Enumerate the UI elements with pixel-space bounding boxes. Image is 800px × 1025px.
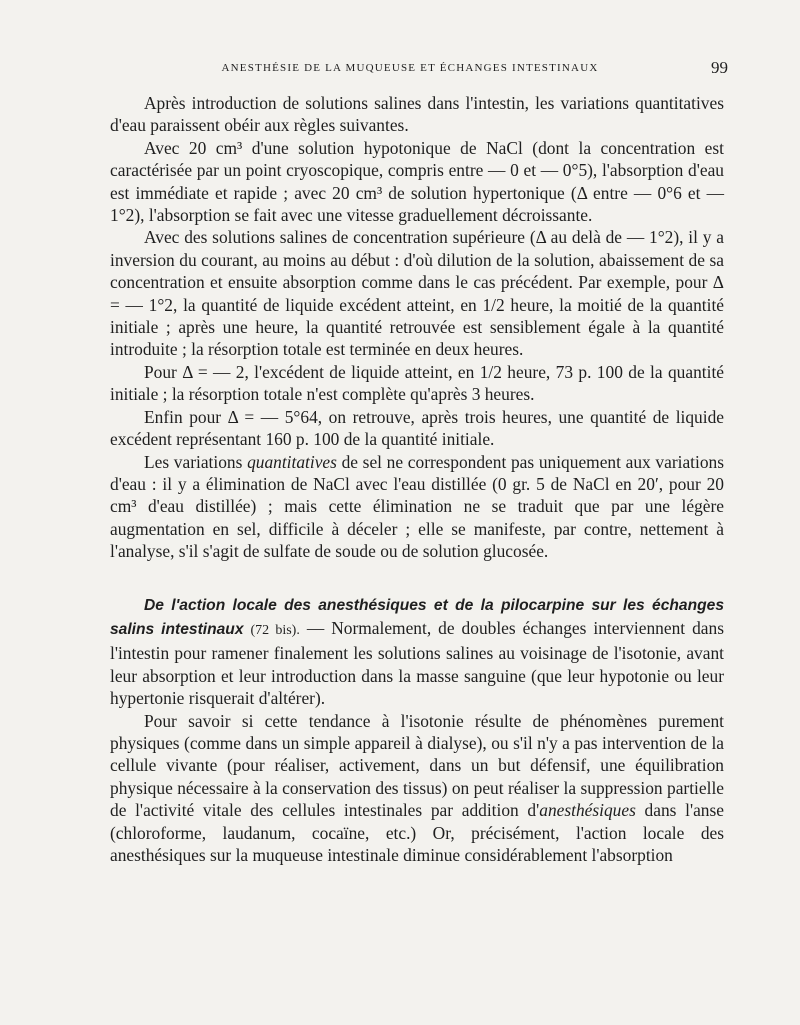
paragraph: Avec 20 cm³ d'une solution hypotonique de NaCl (dont la concentration est caractérisée par un point cryoscopique, compris entre — 0 et — 0°5), l'absorption d'eau est immédiate et rapide ; avec 20 cm³ de solution hypertonique (Δ entre — 0°6 et — 1°2), l'absorption se fait avec une vitesse graduellement décroissante. (110, 137, 724, 226)
paragraph-text: Les variations (144, 451, 248, 472)
section-heading: De l'action locale des anesthésiques et de la pilocarpine sur les échanges salins intestinaux (110, 596, 724, 638)
page-number: 99 (711, 58, 728, 77)
paragraph (110, 710, 724, 867)
paragraph: Pour Δ = — 2, l'excédent de liquide atteint, en 1/2 heure, 73 p. 100 de la quantité initiale ; la résorption totale n'est complète qu'après 3 heures. (110, 361, 724, 405)
emphasis: anesthésiques (539, 800, 636, 821)
paragraph-text: Pour savoir si cette tendance à l'isotonie résulte de phénomènes purement physiques (comme dans un simple appareil à dialyse), ou s'il n'y a pas intervention de la cellule vivante (pour réaliser, activement, dans un but défensif, une équilibration physique nécessaire à la conservation des tissus) on peut réaliser la suppression partielle de l'activité vitale des cellules intestinales par addition d' (110, 710, 724, 821)
body-text (110, 92, 724, 866)
paragraph (110, 451, 724, 563)
emphasis: quantitatives (247, 451, 337, 472)
paragraph-text: dans l'anse (chloroforme, laudanum, cocaïne, etc.) Or, précisément, l'action locale des anesthésiques sur la muqueuse intestinale diminue considérablement l'absorption (110, 800, 724, 865)
paragraph-text: de sel ne correspondent pas uniquement aux variations d'eau : il y a élimination de NaCl avec l'eau distillée (0 gr. 5 de NaCl en 20′, pour 20 cm³ d'eau distillée) ; mais cette élimination ne se traduit que par une légère augmentation en sel, difficile à déceler ; elle se manifeste, par contre, nettement à l'analyse, s'il s'agit de sulfate de soude ou de solution glucosée. (110, 451, 724, 562)
paragraph: Enfin pour Δ = — 5°64, on retrouve, après trois heures, une quantité de liquide excédent représentant 160 p. 100 de la quantité initiale. (110, 406, 724, 450)
paragraph: Avec des solutions salines de concentration supérieure (Δ au delà de — 1°2), il y a inversion du courant, au moins au début : d'où dilution de la solution, abaissement de sa concentration et ensuite absorption comme dans le cas précédent. Par exemple, pour Δ = — 1°2, la quantité de liquide excédent atteint, en 1/2 heure, la moitié de la quantité initiale ; après une heure, la quantité retrouvée est sensiblement égale à la quantité introduite ; la résorption totale est terminée en deux heures. (110, 227, 724, 360)
running-title: ANESTHÉSIE DE LA MUQUEUSE ET ÉCHANGES INTESTINAUX (221, 62, 599, 74)
paragraph: Après introduction de solutions salines dans l'intestin, les variations quantitatives d'eau paraissent obéir aux règles suivantes. (110, 93, 724, 136)
reference-number: (72 bis). (250, 622, 300, 638)
paragraph-text: — Normalement, de doubles échanges interviennent dans l'intestin pour ramener finalement les solutions salines au voisinage de l'isotonie, avant leur absorption et leur introduction dans la masse sanguine (que leur hypotonie ou leur hypertonie risquerait d'altérer). (110, 617, 724, 709)
section-paragraph (110, 593, 724, 710)
